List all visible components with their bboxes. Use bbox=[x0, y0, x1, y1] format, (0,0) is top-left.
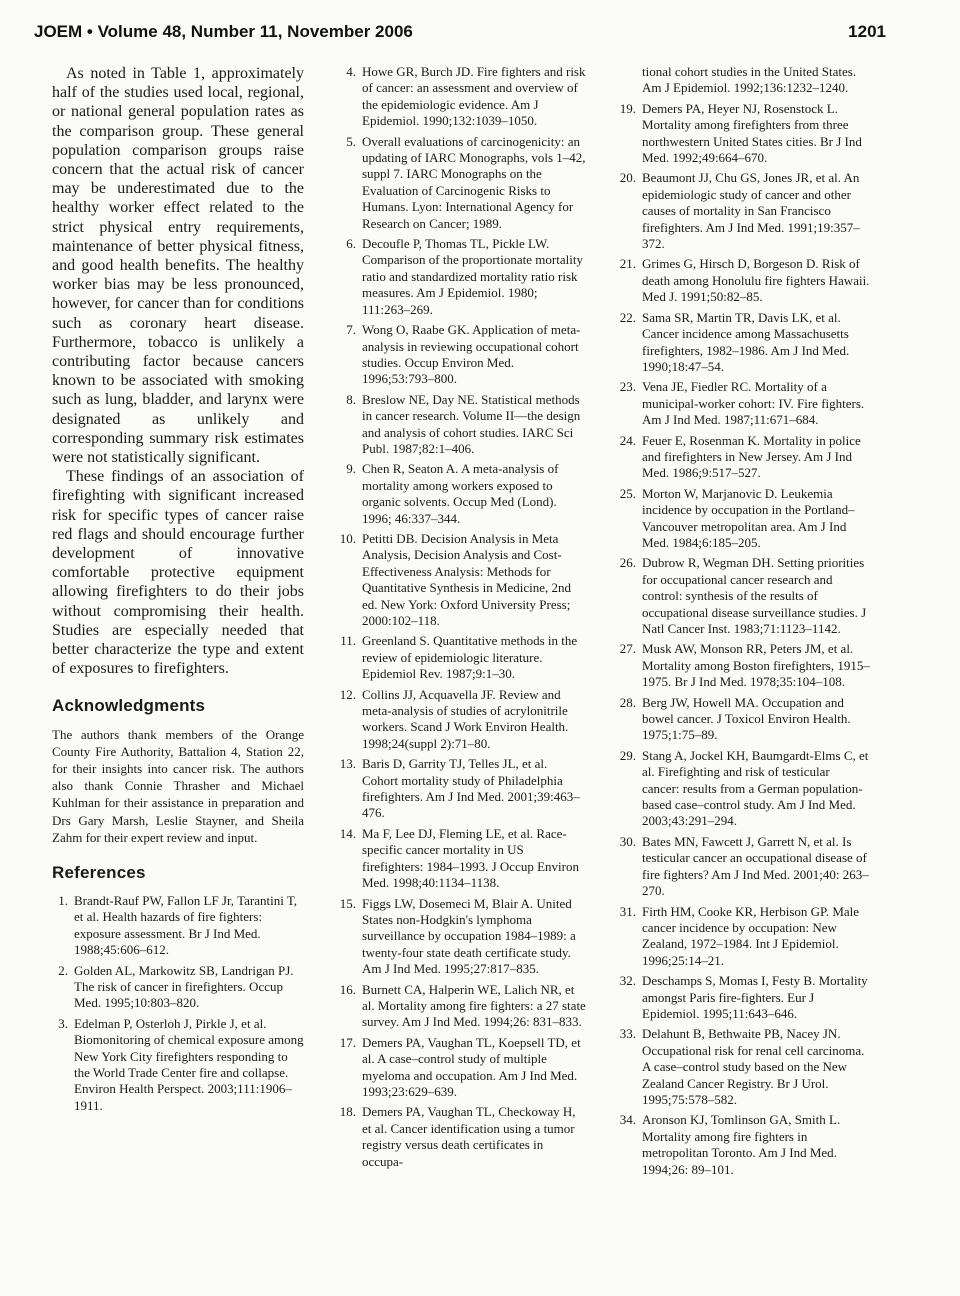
reference-item bbox=[612, 641, 870, 690]
reference-item bbox=[332, 236, 586, 318]
reference-text: Aronson KJ, Tomlinson GA, Smith L. Mortality among fire fighters in metropolitan Toronto. Am J Ind Med. 1994;26: 89–101. bbox=[642, 1112, 841, 1177]
acknowledgments-heading: Acknowledgments bbox=[52, 695, 206, 715]
reference-number: 15. bbox=[339, 895, 356, 911]
reference-number: 20. bbox=[619, 170, 636, 186]
reference-list bbox=[612, 101, 870, 1178]
reference-text: Figgs LW, Dosemeci M, Blair A. United States non-Hodgkin's lymphoma surveillance by occupation 1984–1989: a twenty-four state death certificate study. Am J Ind Med. 1995;27:817–835. bbox=[362, 895, 576, 977]
reference-number: 5. bbox=[346, 133, 356, 149]
reference-text: Edelman P, Osterloh J, Pirkle J, et al. Biomonitoring of chemical exposure among New York City firefighters responding to the World Trade Center fire and collapse. Environ Health Perspect. 2003;111:1906–1911. bbox=[74, 1015, 304, 1113]
reference-text: Ma F, Lee DJ, Fleming LE, et al. Race-specific cancer mortality in US firefighters: 1984–1993. J Occup Environ Med. 1998;40:1134–1138. bbox=[362, 825, 579, 891]
reference-item bbox=[332, 896, 586, 978]
reference-number: 3. bbox=[58, 1015, 68, 1031]
reference-number: 12. bbox=[339, 686, 356, 702]
reference-text: Firth HM, Cooke KR, Herbison GP. Male cancer incidence by occupation: New Zealand, 1972–1984. Int J Epidemiol. 1996;25:14–21. bbox=[642, 903, 860, 968]
reference-item bbox=[332, 982, 586, 1031]
reference-number: 11. bbox=[340, 633, 356, 649]
page-number: 1201 bbox=[848, 22, 886, 41]
reference-item bbox=[612, 1112, 870, 1178]
reference-text: Vena JE, Fiedler RC. Mortality of a municipal-worker cohort: IV. Fire fighters. Am J Ind Med. 1987;11:671–684. bbox=[642, 379, 865, 428]
reference-number: 18. bbox=[339, 1104, 356, 1120]
column-right bbox=[612, 64, 870, 1182]
reference-text: Overall evaluations of carcinogenicity: an updating of IARC Monographs, vols 1–42, suppl 7. IARC Monographs on the Evaluation of Carcinogenic Risks to Humans. Lyon: International Agency for Research on Cancer; 1989. bbox=[362, 133, 586, 231]
running-header bbox=[34, 22, 886, 42]
reference-item bbox=[612, 170, 870, 252]
reference-text: Sama SR, Martin TR, Davis LK, et al. Cancer incidence among Massachusetts firefighters, 1982–1986. Am J Ind Med. 1990;18:47–54. bbox=[642, 309, 850, 374]
reference-number: 14. bbox=[339, 825, 356, 841]
reference-text: Burnett CA, Halperin WE, Lalich NR, et al. Mortality among fire fighters: a 27 state survey. Am J Ind Med. 1994;26: 831–833. bbox=[362, 981, 586, 1030]
column-left bbox=[52, 64, 304, 1118]
reference-number: 7. bbox=[346, 322, 356, 338]
body-paragraph: These findings of an association of firefighting with significant increased risk for specific types of cancer raise red flags and should encourage further development of innovative comfortable protective equipment allowing firefighters to do their jobs without compromising their health. Studies are especially needed that better characterize the type and extent of exposures to firefighters. bbox=[52, 468, 304, 678]
reference-item bbox=[332, 687, 586, 753]
reference-text: Demers PA, Heyer NJ, Rosenstock L. Mortality among firefighters from three northwestern United States cities. Br J Ind Med. 1992;49:664–670. bbox=[642, 100, 862, 166]
reference-item bbox=[612, 256, 870, 305]
reference-list bbox=[52, 893, 304, 1114]
reference-item bbox=[612, 1026, 870, 1108]
reference-text: Baris D, Garrity TJ, Telles JL, et al. Cohort mortality study of Philadelphia firefighters. Am J Ind Med. 2001;39:463–476. bbox=[362, 756, 580, 821]
reference-item bbox=[332, 1104, 586, 1170]
reference-number: 29. bbox=[619, 747, 636, 763]
reference-number: 33. bbox=[619, 1026, 636, 1042]
reference-text: Breslow NE, Day NE. Statistical methods in cancer research. Volume II—the design and analysis of cohort studies. IARC Sci Publ. 1987;82:1–406. bbox=[362, 391, 581, 456]
reference-item bbox=[612, 748, 870, 830]
reference-item bbox=[332, 826, 586, 892]
reference-number: 32. bbox=[619, 973, 636, 989]
reference-item bbox=[52, 893, 304, 959]
reference-number: 21. bbox=[619, 256, 636, 272]
reference-number: 30. bbox=[619, 833, 636, 849]
reference-number: 8. bbox=[346, 391, 356, 407]
reference-text: Wong O, Raabe GK. Application of meta-analysis in reviewing occupational cohort studies. Occup Environ Med. 1996;53:793–800. bbox=[362, 322, 581, 387]
reference-text: Brandt-Rauf PW, Fallon LF Jr, Tarantini T, et al. Health hazards of fire fighters: exposure assessment. Br J Ind Med. 1988;45:606–612. bbox=[74, 892, 298, 958]
journal-citation: JOEM • Volume 48, Number 11, November 2006 bbox=[34, 22, 413, 41]
reference-item bbox=[612, 834, 870, 900]
reference-text: Collins JJ, Acquavella JF. Review and meta-analysis of studies of acrylonitrile workers. Scand J Work Environ Health. 1998;24(suppl 2):71–80. bbox=[362, 686, 569, 751]
reference-number: 24. bbox=[619, 432, 636, 448]
reference-item bbox=[52, 1016, 304, 1114]
reference-number: 28. bbox=[619, 694, 636, 710]
reference-text: Stang A, Jockel KH, Baumgardt-Elms C, et al. Firefighting and risk of testicular cancer: results from a German population-based case–control study. Am J Ind Med. 2003;43:291–294. bbox=[642, 747, 869, 829]
reference-number: 22. bbox=[619, 309, 636, 325]
reference-number: 34. bbox=[619, 1112, 636, 1128]
reference-text: Bates MN, Fawcett J, Garrett N, et al. Is testicular cancer an occupational disease of fire fighters? Am J Ind Med. 2001;40: 263–270. bbox=[642, 833, 869, 899]
reference-text: Petitti DB. Decision Analysis in Meta Analysis, Decision Analysis and Cost-Effectiveness Analysis: Methods for Quantitative Synthesis in Medicine, 2nd ed. New York: Oxford University Press; 2000:102–118. bbox=[362, 530, 572, 628]
reference-text: Greenland S. Quantitative methods in the review of epidemiologic literature. Epidemiol Rev. 1987;9:1–30. bbox=[362, 633, 578, 682]
reference-text: Beaumont JJ, Chu GS, Jones JR, et al. An epidemiologic study of cancer and other causes of mortality in San Francisco firefighters. Am J Ind Med. 1991;19:357–372. bbox=[642, 170, 860, 252]
reference-item bbox=[332, 633, 586, 682]
reference-number: 25. bbox=[619, 485, 636, 501]
reference-text: Howe GR, Burch JD. Fire fighters and risk of cancer: an assessment and overview of the epidemiologic evidence. Am J Epidemiol. 1990;132:1039–1050. bbox=[362, 64, 586, 129]
reference-item bbox=[332, 531, 586, 629]
reference-number: 1. bbox=[58, 892, 68, 908]
reference-number: 16. bbox=[339, 981, 356, 997]
reference-number: 9. bbox=[346, 461, 356, 477]
reference-text: Demers PA, Vaughan TL, Koepsell TD, et al. A case–control study of multiple myeloma and occupation. Am J Ind Med. 1993;23:629–639. bbox=[362, 1034, 581, 1099]
reference-text: Berg JW, Howell MA. Occupation and bowel cancer. J Toxicol Environ Health. 1975;1:75–89. bbox=[642, 694, 851, 743]
reference-item bbox=[52, 963, 304, 1012]
reference-item bbox=[332, 64, 586, 130]
reference-number: 19. bbox=[619, 100, 636, 116]
reference-item bbox=[612, 486, 870, 552]
body-paragraph: As noted in Table 1, approximately half of the studies used local, regional, or national general population rates as the comparison group. These general population comparison groups raise concern that the actual risk of cancer may be underestimated due to the healthy worker effect related to the strict physical entry requirements, maintenance of better physical fitness, and good health benefits. The healthy worker bias may be less pronounced, however, for cancer than for conditions such as coronary heart disease. Furthermore, tobacco is unlikely a contributing factor because cancers known to be associated with smoking such as lung, bladder, and larynx were designated as unlikely and corresponding summary risk estimates were not statistically significant. bbox=[52, 65, 304, 467]
reference-number: 31. bbox=[619, 903, 636, 919]
reference-item bbox=[612, 973, 870, 1022]
reference-continuation: tional cohort studies in the United States. Am J Epidemiol. 1992;136:1232–1240. bbox=[642, 64, 857, 96]
reference-number: 6. bbox=[346, 236, 356, 252]
reference-number: 27. bbox=[619, 641, 636, 657]
reference-number: 10. bbox=[339, 530, 356, 546]
reference-text: Dubrow R, Wegman DH. Setting priorities for occupational cancer research and control: synthesis of the results of occupational disease surveillance studies. J Natl Cancer Inst. 1983;71:1123–1142. bbox=[642, 555, 867, 636]
reference-number: 17. bbox=[339, 1034, 356, 1050]
reference-item bbox=[332, 134, 586, 232]
reference-text: Demers PA, Vaughan TL, Checkoway H, et al. Cancer identification using a tumor registry versus death certificates in occupa- bbox=[362, 1104, 576, 1169]
reference-item bbox=[332, 1035, 586, 1101]
reference-item bbox=[332, 322, 586, 388]
references-heading: References bbox=[52, 862, 146, 882]
reference-item bbox=[612, 379, 870, 428]
reference-text: Grimes G, Hirsch D, Borgeson D. Risk of death among Honolulu fire fighters Hawaii. Med J. 1991;50:82–85. bbox=[642, 256, 870, 305]
reference-text: Delahunt B, Bethwaite PB, Nacey JN. Occupational risk for renal cell carcinoma. A case–control study based on the New Zealand Cancer Registry. Br J Urol. 1995;75:578–582. bbox=[642, 1026, 865, 1107]
reference-text: Chen R, Seaton A. A meta-analysis of mortality among workers exposed to organic solvents. Occup Med (Lond). 1996; 46:337–344. bbox=[362, 461, 559, 526]
reference-number: 2. bbox=[58, 962, 68, 978]
acknowledgments-text: The authors thank members of the Orange County Fire Authority, Battalion 4, Station 22, for their insights into cancer risk. The authors also thank Connie Thrasher and Michael Kuhlman for their assistance in preparation and Drs Gary Marsh, Leslie Stayner, and Sheila Zahm for their expert review and input. bbox=[52, 726, 304, 845]
reference-item bbox=[612, 904, 870, 970]
reference-number: 23. bbox=[619, 379, 636, 395]
reference-item bbox=[612, 101, 870, 167]
reference-text: Morton W, Marjanovic D. Leukemia incidence by occupation in the Portland–Vancouver metropolitan area. Am J Ind Med. 1984;6:185–205. bbox=[642, 485, 855, 550]
reference-text: Golden AL, Markowitz SB, Landrigan PJ. The risk of cancer in firefighters. Occup Med. 1995;10:803–820. bbox=[74, 962, 294, 1011]
reference-item bbox=[332, 756, 586, 822]
reference-item bbox=[332, 461, 586, 527]
reference-number: 13. bbox=[339, 756, 356, 772]
reference-item bbox=[612, 310, 870, 376]
column-middle bbox=[332, 64, 586, 1174]
reference-item bbox=[612, 433, 870, 482]
reference-item bbox=[612, 555, 870, 637]
reference-text: Musk AW, Monson RR, Peters JM, et al. Mortality among Boston firefighters, 1915–1975. Br J Ind Med. 1978;35:104–108. bbox=[642, 641, 870, 690]
reference-number: 26. bbox=[619, 555, 636, 571]
reference-item bbox=[612, 695, 870, 744]
reference-number: 4. bbox=[346, 64, 356, 79]
reference-item bbox=[332, 392, 586, 458]
reference-list bbox=[332, 64, 586, 1170]
reference-text: Decoufle P, Thomas TL, Pickle LW. Comparison of the proportionate mortality ratio and standardized mortality ratio risk measures. Am J Epidemiol. 1980; 111:263–269. bbox=[362, 236, 583, 317]
reference-text: Feuer E, Rosenman K. Mortality in police and firefighters in New Jersey. Am J Ind Med. 1986;9:517–527. bbox=[642, 432, 861, 481]
reference-text: Deschamps S, Momas I, Festy B. Mortality amongst Paris fire-fighters. Eur J Epidemiol. 1995;11:643–646. bbox=[642, 973, 868, 1021]
